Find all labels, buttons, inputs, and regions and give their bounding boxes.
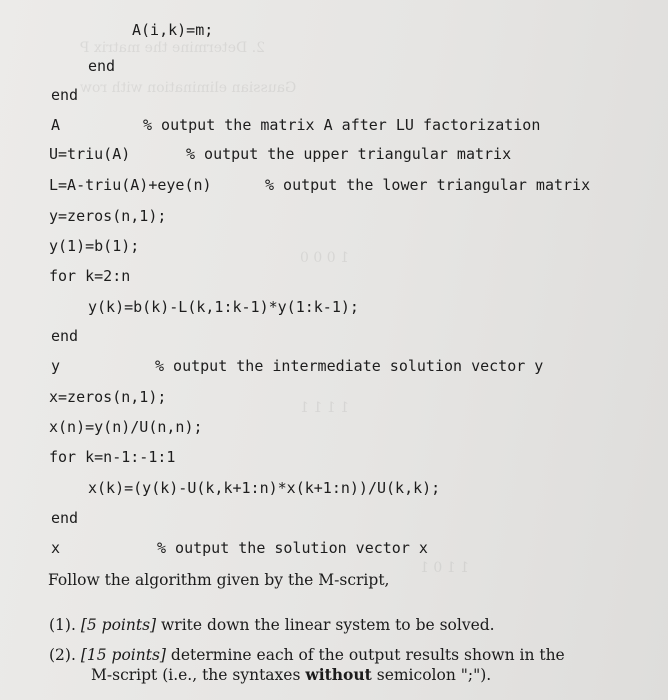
code-comment: % output the solution vector x: [157, 539, 428, 557]
code-line: y(k)=b(k)-L(k,1:k-1)*y(1:k-1);: [88, 298, 359, 316]
code-line: for k=2:n: [49, 267, 131, 285]
question-text: write down the linear system to be solved.: [161, 616, 495, 634]
code-line: L=A-triu(A)+eye(n): [49, 176, 212, 194]
code-line: y(1)=b(1);: [49, 237, 140, 255]
code-line: x: [51, 539, 61, 557]
emphasis-word: without: [305, 665, 372, 684]
instruction-text: Follow the algorithm given by the M-script,: [48, 571, 390, 589]
code-line: x(n)=y(n)/U(n,n);: [49, 418, 203, 436]
bleed-through-background: 2. Determine the matrix P Gaussian elimination with row 1 0 0 0 1 1 1 1 1 1 0 1: [80, 40, 469, 576]
code-line: U=triu(A): [49, 145, 131, 163]
code-line: end: [51, 509, 79, 527]
question-1: [49, 615, 495, 635]
code-line: A: [51, 116, 61, 134]
question-text: semicolon ";").: [376, 666, 492, 684]
code-comment: % output the intermediate solution vector y: [155, 357, 544, 375]
code-comment: % output the matrix A after LU factorization: [143, 116, 541, 134]
question-number: (2).: [49, 646, 76, 664]
code-line: end: [88, 57, 116, 75]
code-line: x(k)=(y(k)-U(k,k+1:n)*x(k+1:n))/U(k,k);: [88, 479, 441, 497]
code-line: end: [51, 327, 79, 345]
code-line: A(i,k)=m;: [132, 21, 214, 39]
question-2-continuation: [91, 665, 491, 685]
code-comment: % output the upper triangular matrix: [186, 145, 512, 163]
code-line: y: [51, 357, 61, 375]
question-text: determine each of the output results shown in the: [170, 646, 565, 664]
code-line: x=zeros(n,1);: [49, 388, 167, 406]
code-line: for k=n-1:-1:1: [49, 448, 176, 466]
question-points: [5 points]: [80, 616, 157, 634]
question-2: [49, 645, 565, 665]
question-number: (1).: [49, 616, 76, 634]
question-points: [15 points]: [80, 646, 166, 664]
code-comment: % output the lower triangular matrix: [265, 176, 591, 194]
code-line: y=zeros(n,1);: [49, 207, 167, 225]
code-line: end: [51, 86, 79, 104]
question-text: M-script (i.e., the syntaxes: [91, 666, 301, 684]
